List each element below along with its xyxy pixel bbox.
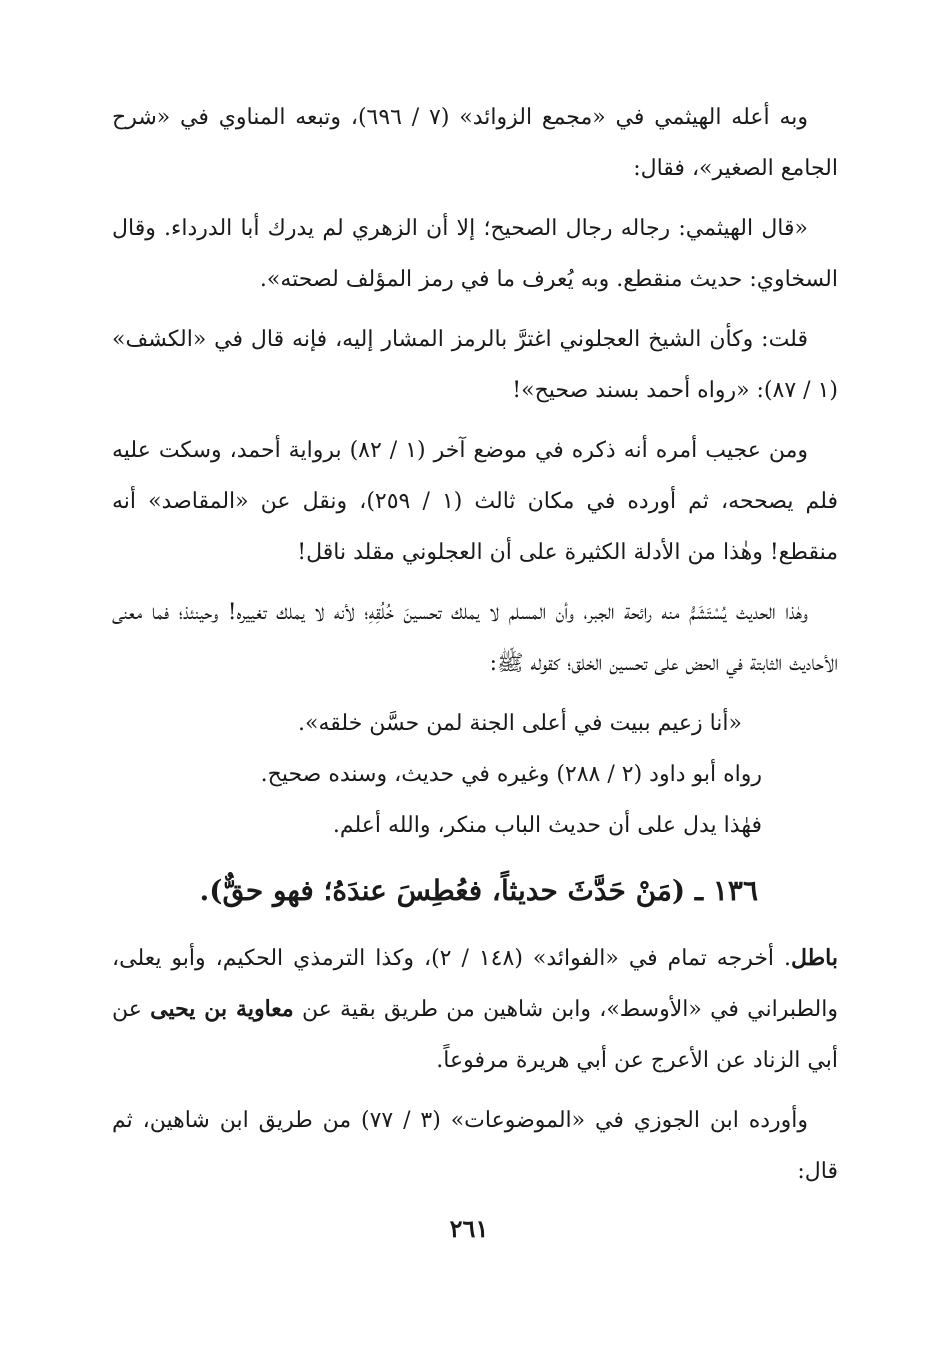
- ruling-text-2: عن أبي الزناد عن الأعرج عن أبي هريرة مرفوعاً.: [112, 997, 838, 1073]
- text-column: [112, 92, 838, 1197]
- paragraph-ajluni-kashf: قلت: وكأن الشيخ العجلوني اغترَّ بالرمز المشار إليه، فإنه قال في «الكشف» (١ / ٨٧): «رواه أحمد بسند صحيح»!: [112, 327, 838, 403]
- narrator-name: معاوية بن يحيى: [150, 996, 294, 1022]
- paragraph-ajluni-inconsistency: ومن عجيب أمره أنه ذكره في موضع آخر (١ / ٨٢) برواية أحمد، وسكت عليه فلم يصححه، ثم أورده في مكان ثالث (١ / ٢٥٩)، ونقل عن «المقاصد» أنه منقطع! وهٰذا من الأدلة الكثيرة على أن العجلوني مقلد ناقل!: [112, 438, 838, 565]
- paragraph-hadith-critique: وهٰذا الحديث يُسْتَشَمُّ منه رائحة الجبر، وأن المسلم لا يملك تحسينَ خُلُقِهِ؛ لأنه لا يملك تغييره! وحينئذ؛ فما معنى الأحاديث الثابتة في الحض على تحسين الخلق؛ كقوله ﷺ:: [112, 600, 838, 676]
- paragraph-conclusion: فهٰذا يدل على أن حديث الباب منكر، والله أعلم.: [332, 813, 762, 838]
- paragraph-ibn-jawzi: وأورده ابن الجوزي في «الموضوعات» (٣ / ٧٧) من طريق ابن شاهين، ثم قال:: [112, 1108, 838, 1184]
- paragraph-haythami-quote: «قال الهيثمي: رجاله رجال الصحيح؛ إلا أن الزهري لم يدرك أبا الدرداء. وقال السخاوي: حديث منقطع. وبه يُعرف ما في رمز المؤلف لصحته».: [112, 216, 838, 292]
- hadith-quote-good-character: «أنا زعيم ببيت في أعلى الجنة لمن حسَّن خلقه».: [298, 711, 742, 736]
- ruling-word: باطل: [791, 945, 839, 971]
- page-number: ٢٦١: [449, 1214, 489, 1243]
- paragraph-haythami-weakness: وبه أعله الهيثمي في «مجمع الزوائد» (٧ / ٦٩٦)، وتبعه المناوي في «شرح الجامع الصغير»، فقال:: [112, 105, 838, 181]
- paragraph-ruling: [112, 933, 838, 1086]
- paragraph-abu-dawud-citation: رواه أبو داود (٢ / ٢٨٨) وغيره في حديث، وسنده صحيح.: [260, 762, 762, 787]
- hadith-heading-136: ١٣٦ ـ (مَنْ حَدَّثَ حديثاً، فعُطِسَ عندَهُ؛ فهو حقٌّ).: [199, 874, 758, 907]
- ruling-text-1: . أخرجه تمام في «الفوائد» (١٤٨ / ٢)، وكذا الترمذي الحكيم، وأبو يعلى، والطبراني في «الأوسط»، وابن شاهين من طريق بقية عن: [112, 946, 838, 1022]
